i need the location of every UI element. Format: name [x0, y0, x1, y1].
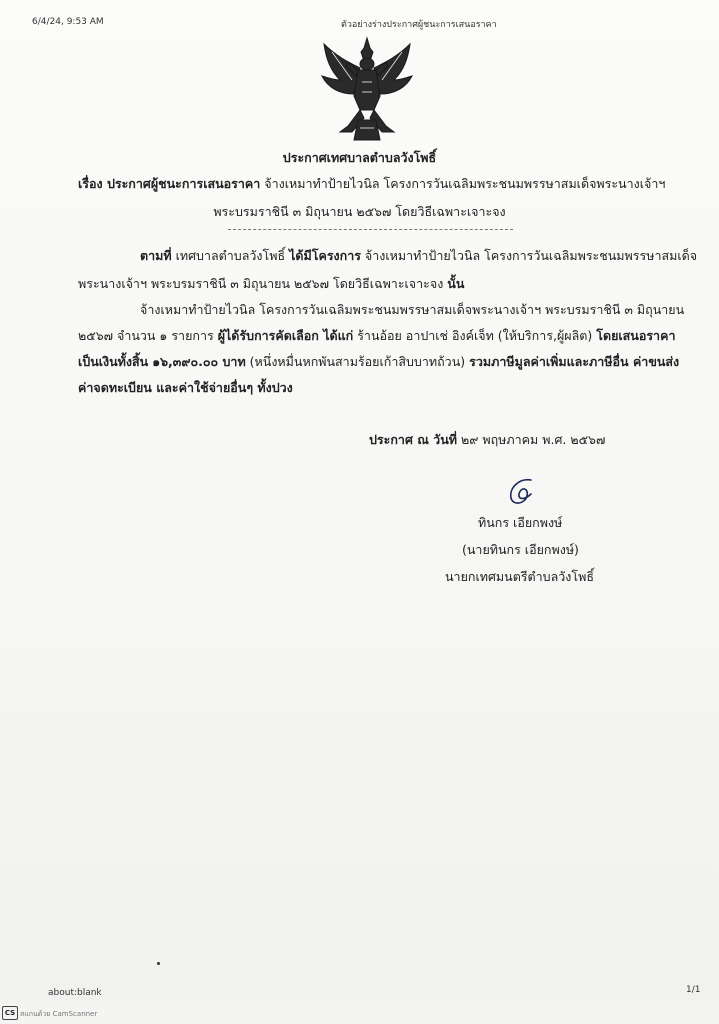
subject-line-2: พระบรมราชินี ๓ มิถุนายน ๒๕๖๗ โดยวิธีเฉพาะเจาะจง	[213, 204, 506, 219]
subject-text: จ้างเหมาทำป้ายไวนิล โครงการวันเฉลิมพระชนมพรรษาสมเด็จพระนางเจ้าฯ	[264, 176, 666, 191]
p1-project-title: จ้างเหมาทำป้ายไวนิล โครงการวันเฉลิมพระชนมพรรษาสมเด็จ	[364, 248, 698, 263]
signature-mark-icon	[501, 476, 545, 508]
p1-end: นั้น	[447, 276, 465, 291]
paragraph-1-line-1	[140, 246, 697, 266]
print-timestamp: 6/4/24, 9:53 AM	[32, 17, 104, 27]
p1-municipality: เทศบาลตำบลวังโพธิ์	[175, 248, 286, 263]
announcement-heading: ประกาศเทศบาลตำบลวังโพธิ์	[282, 150, 437, 165]
paragraph-2-line-4: ค่าจดทะเบียน และค่าใช้จ่ายอื่นๆ ทั้งปวง	[78, 380, 293, 395]
paragraph-2-line-3	[78, 352, 679, 372]
p2-tax-note: รวมภาษีมูลค่าเพิ่มและภาษีอื่น ค่าขนส่ง	[469, 354, 680, 369]
p2-selected-label: ผู้ได้รับการคัดเลือก ได้แก่	[217, 328, 354, 343]
subject-label: เรื่อง ประกาศผู้ชนะการเสนอราคา	[78, 176, 261, 191]
subject-line-1	[78, 174, 665, 194]
signatory-full-name: (นายทินกร เอียกพงษ์)	[462, 542, 579, 557]
p2-amount-words: (หนึ่งหมื่นหกพันสามร้อยเก้าสิบบาทถ้วน)	[249, 354, 466, 369]
signatory-name: ทินกร เอียกพงษ์	[478, 515, 563, 530]
scan-speck	[157, 962, 160, 965]
garuda-emblem-icon	[318, 36, 416, 146]
p2-total-amount: ๑๖,๓๙๐.๐๐ บาท	[152, 354, 246, 369]
p1-project-title-cont: พระนางเจ้าฯ พระบรมราชินี ๓ มิถุนายน ๒๕๖๗ โดยวิธีเฉพาะเจาะจง	[78, 276, 444, 291]
p2-offer-label: โดยเสนอราคา	[596, 328, 676, 343]
paragraph-2-line-1: จ้างเหมาทำป้ายไวนิล โครงการวันเฉลิมพระชนมพรรษาสมเด็จพระนางเจ้าฯ พระบรมราชินี ๓ มิถุนายน	[140, 302, 685, 317]
p1-has-project: ได้มีโครงการ	[289, 248, 361, 263]
date-value: ๒๙ พฤษภาคม พ.ศ. ๒๕๖๗	[460, 432, 606, 447]
p2-vendor: ร้านอ้อย อาปาเช่ อิงค์เจ็ท (ให้บริการ,ผู้ผลิต)	[357, 328, 593, 343]
p1-as-per: ตามที่	[140, 248, 172, 263]
separator-line	[228, 229, 513, 230]
signatory-position: นายกเทศมนตรีตำบลวังโพธิ์	[445, 569, 594, 584]
date-label: ประกาศ ณ วันที่	[369, 432, 457, 447]
print-document-title: ตัวอย่างร่างประกาศผู้ชนะการเสนอราคา	[341, 20, 497, 30]
paragraph-2-line-2	[78, 326, 675, 346]
camscanner-watermark: สแกนด้วย CamScanner	[20, 1010, 98, 1018]
announcement-date	[369, 430, 605, 450]
print-url: about:blank	[48, 988, 102, 998]
p2-quantity: ๒๕๖๗ จำนวน ๑ รายการ	[78, 328, 214, 343]
paragraph-1-line-2	[78, 274, 464, 294]
page-number: 1/1	[686, 985, 701, 995]
camscanner-logo-icon: CS	[2, 1006, 18, 1020]
p2-total-label: เป็นเงินทั้งสิ้น	[78, 354, 149, 369]
